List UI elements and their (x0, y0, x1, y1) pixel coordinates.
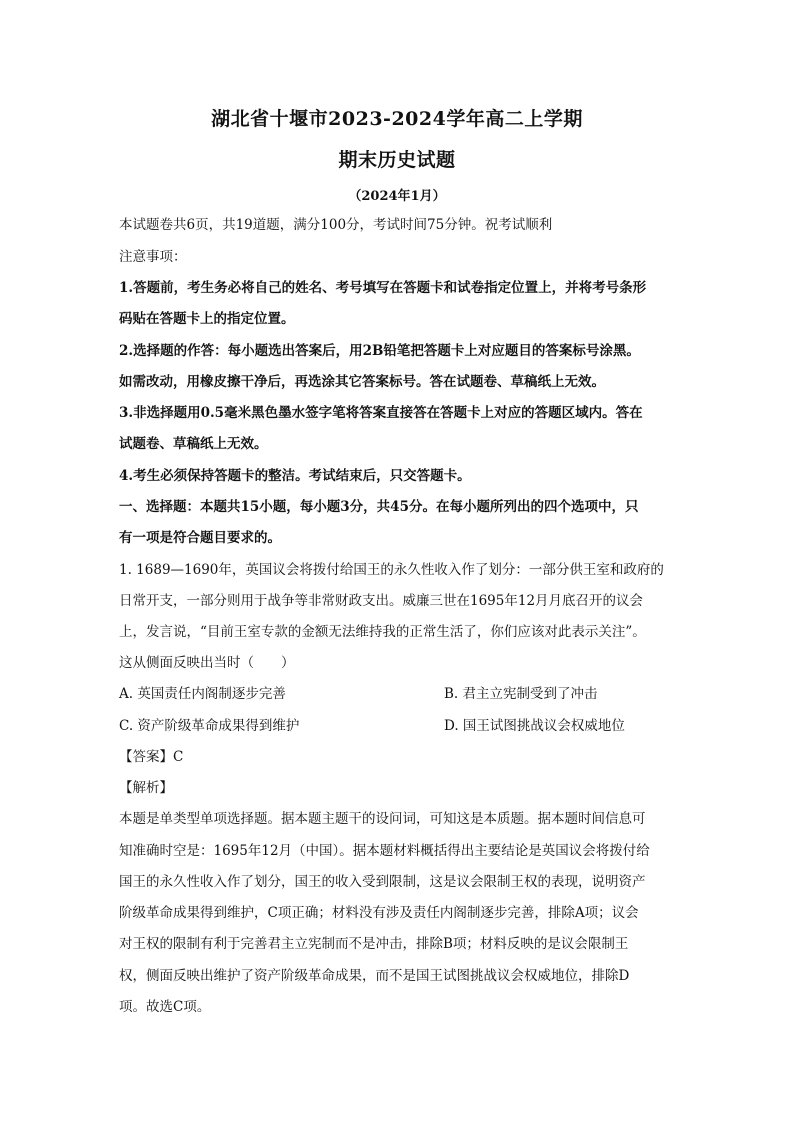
question-stem: 日常开支，一部分则用于战争等非常财政支出。威廉三世在1695年12月月底召开的议会 (119, 593, 644, 609)
notice-item: 如需改动，用橡皮擦干净后，再选涂其它答案标号。答在试题卷、草稿纸上无效。 (119, 374, 605, 390)
analysis-text: 项。故选C项。 (119, 999, 211, 1015)
exam-summary: 本试题卷共6页，共19道题，满分100分，考试时间75分钟。祝考试顺利 (119, 217, 553, 233)
notice-item: 2.选择题的作答：每小题选出答案后，用2B铅笔把答题卡上对应题目的答案标号涂黑。 (119, 343, 640, 359)
option-b: B. 君主立宪制受到了冲击 (444, 686, 598, 702)
analysis-heading: 【解析】 (119, 780, 173, 796)
exam-title-line1: 湖北省十堰市2023-2024学年高二上学期 (211, 108, 583, 130)
notice-item: 码贴在答题卡上的指定位置。 (119, 311, 295, 327)
notice-item: 4.考生必须保持答题卡的整洁。考试结束后，只交答题卡。 (119, 468, 471, 484)
answer-line: 【答案】C (119, 749, 184, 765)
analysis-text: 国王的永久性收入作了划分，国王的收入受到限制，这是议会限制王权的表现，说明资产 (119, 874, 646, 890)
notice-item: 1.答题前，考生务必将自己的姓名、考号填写在答题卡和试卷指定位置上，并将考号条形 (119, 280, 647, 296)
section-heading: 一、选择题：本题共15小题，每小题3分，共45分。在每小题所列出的四个选项中，只 (119, 499, 639, 515)
analysis-text: 本题是单类型单项选择题。据本题主题干的设问词，可知这是本质题。据本题时间信息可 (119, 811, 646, 827)
question-stem: 1. 1689—1690年，英国议会将拨付给国王的永久性收入作了划分：一部分供王室和政府的 (119, 562, 664, 578)
section-heading: 有一项是符合题目要求的。 (119, 530, 281, 546)
analysis-text: 阶级革命成果得到维护，C项正确；材料没有涉及责任内阁制逐步完善，排除A项；议会 (119, 905, 639, 921)
option-c: C. 资产阶级革命成果得到维护 (119, 718, 300, 734)
notice-heading: 注意事项： (119, 249, 187, 265)
notice-item: 3.非选择题用0.5毫米黑色墨水签字笔将答案直接答在答题卡上对应的答题区域内。答在 (119, 405, 643, 421)
exam-title-line2: 期末历史试题 (338, 149, 456, 171)
analysis-text: 对王权的限制有利于完善君主立宪制而不是冲击，排除B项；材料反映的是议会限制王 (119, 936, 629, 952)
exam-date: （2024年1月） (348, 189, 446, 204)
option-d: D. 国王试图挑战议会权威地位 (444, 718, 625, 734)
analysis-text: 知准确时空是：1695年12月（中国）。据本题材料概括得出主要结论是英国议会将拨付给 (119, 843, 650, 859)
question-stem: 这从侧面反映出当时（ ） (119, 655, 295, 671)
notice-item: 试题卷、草稿纸上无效。 (119, 436, 268, 452)
option-a: A. 英国责任内阁制逐步完善 (119, 686, 286, 702)
question-stem: 上，发言说，“目前王室专款的金额无法维持我的正常生活了，你们应该对此表示关注”。 (119, 624, 646, 640)
analysis-text: 权，侧面反映出维护了资产阶级革命成果，而不是国王试图挑战议会权威地位，排除D (119, 968, 630, 984)
